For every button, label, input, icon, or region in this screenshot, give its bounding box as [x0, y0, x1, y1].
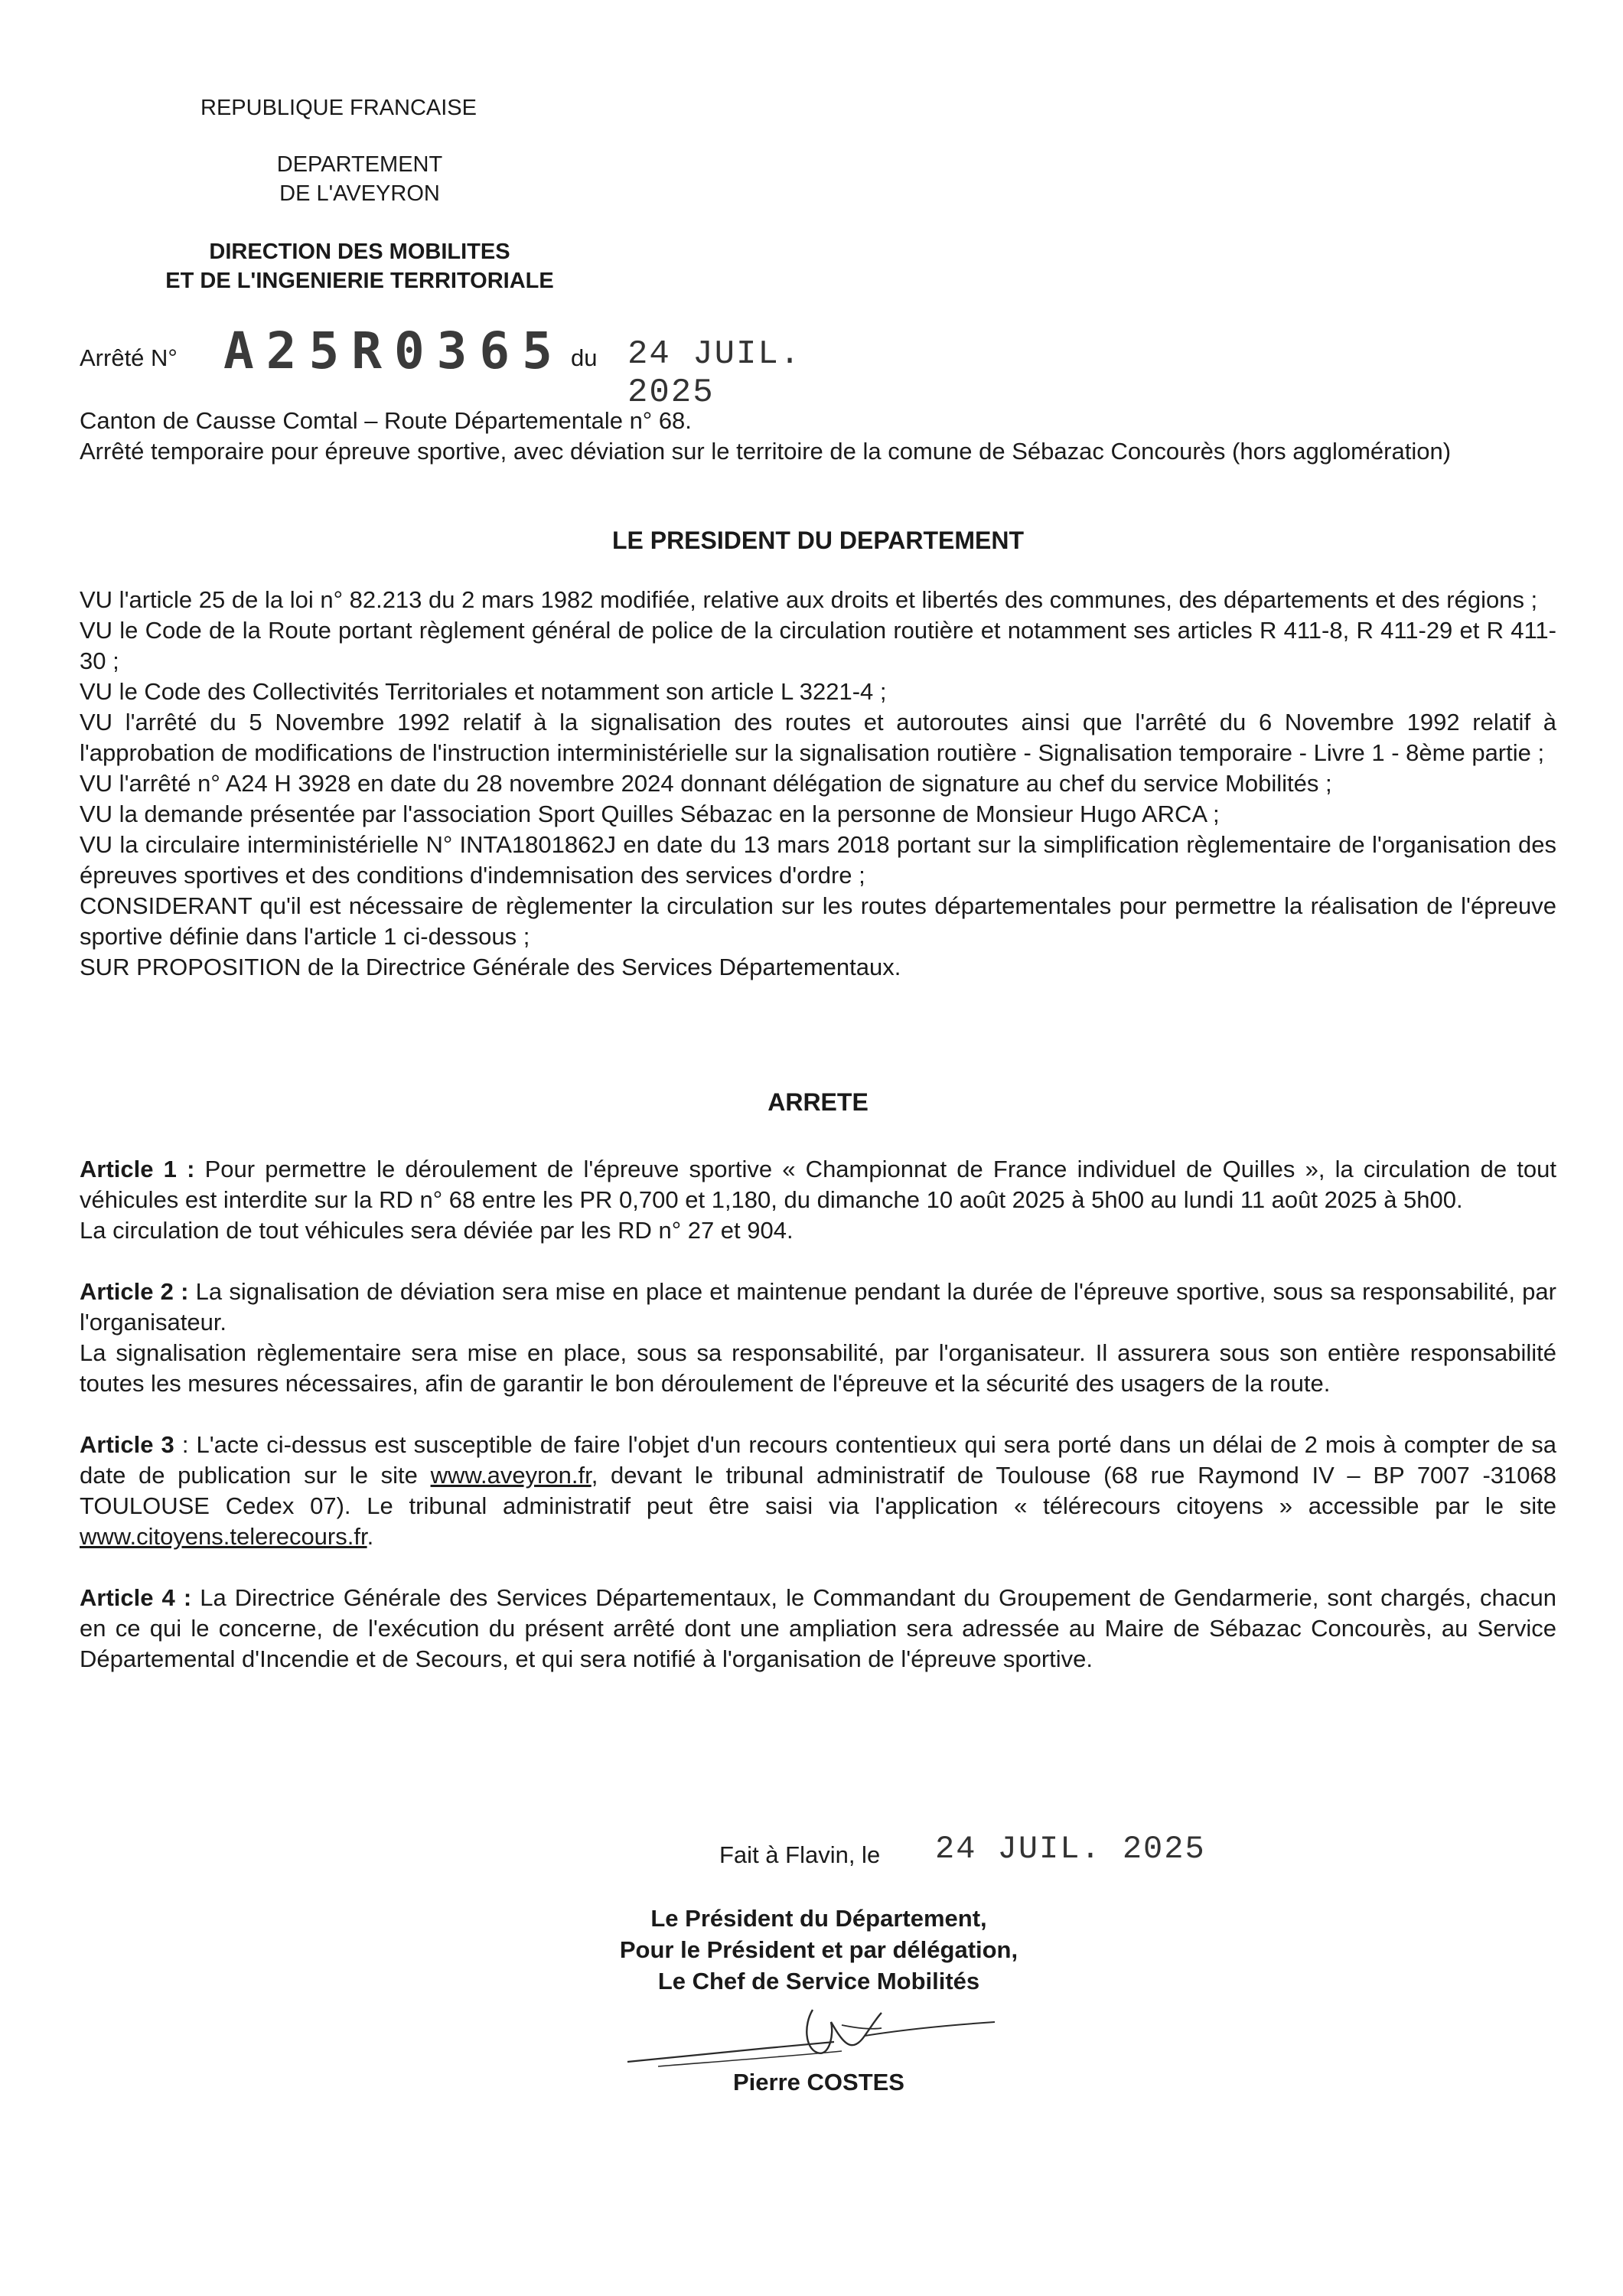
signatory-block — [551, 1903, 1087, 1997]
article-2-label: Article 2 : — [80, 1278, 189, 1305]
arrete-number-line — [80, 321, 845, 412]
department-line-2: DE L'AVEYRON — [279, 181, 440, 206]
article-2-text: La signalisation de déviation sera mise en place et maintenue pendant la durée de l'épreuve sportive, sous sa responsabilité, par l'organisateur. — [80, 1278, 1556, 1336]
arrete-title: ARRETE — [768, 1088, 869, 1116]
article-3-label: Article 3 — [80, 1431, 174, 1458]
fait-a-label: Fait à Flavin, le — [719, 1841, 881, 1868]
subject-line-1: Canton de Causse Comtal – Route Départementale n° 68. — [80, 407, 692, 434]
articles-section — [80, 1154, 1556, 1675]
article-2 — [80, 1277, 1556, 1399]
article-4 — [80, 1583, 1556, 1675]
consideration-item: SUR PROPOSITION de la Directrice Générale des Services Départementaux. — [80, 954, 901, 980]
consideration-item: VU la circulaire interministérielle N° INTA1801862J en date du 13 mars 2018 portant sur la simplification règlementaire de l'organisation des épreuves sportives et des conditions d'indemnisation des services d'ordre ; — [80, 831, 1556, 889]
direction-label — [115, 237, 605, 295]
consideration-item: CONSIDERANT qu'il est nécessaire de règlementer la circulation sur les routes départementales pour permettre la réalisation de l'épreuve sportive définie dans l'article 1 ci-dessous ; — [80, 892, 1556, 950]
arrete-du-label: du — [571, 344, 598, 371]
subject-line-2: Arrêté temporaire pour épreuve sportive, avec déviation sur le territoire de la comune de Sébazac Concourès (hors agglomération) — [80, 438, 1452, 465]
signatory-line-3: Le Chef de Service Mobilités — [657, 1968, 980, 1994]
article-3-text-b: , devant le tribunal administratif de Toulouse (68 rue Raymond IV – BP 7007 -31068 TOULOUSE Cedex 07). Le tribunal administratif peut être saisi via l'application « télérecours citoyens » accessible par le site — [80, 1462, 1556, 1519]
direction-line-1: DIRECTION DES MOBILITES — [209, 240, 510, 264]
signatory-name: Pierre COSTES — [733, 2069, 904, 2095]
arrete-label: Arrêté N° — [80, 344, 178, 371]
arrete-date-stamp: 24 JUIL. 2025 — [627, 335, 802, 412]
signatory-line-2: Pour le Président et par délégation, — [619, 1936, 1018, 1963]
signatory-line-1: Le Président du Département, — [650, 1905, 987, 1932]
aveyron-link[interactable]: www.aveyron.fr — [430, 1462, 592, 1489]
article-2-text-2: La signalisation règlementaire sera mise en place, sous sa responsabilité, par l'organisateur. Il assurera sous son entière responsabilité toutes les mesures nécessaires, afin de garantir le bon déroulement de l'épreuve et la sécurité des usagers de la route. — [80, 1339, 1556, 1397]
department-line-1: DEPARTEMENT — [276, 152, 443, 177]
department-label — [230, 150, 490, 208]
consideration-item: VU l'article 25 de la loi n° 82.213 du 2 mars 1982 modifiée, relative aux droits et libertés des communes, des départements et des régions ; — [80, 586, 1538, 613]
article-4-text: La Directrice Générale des Services Départementaux, le Commandant du Groupement de Gendarmerie, sont chargés, chacun en ce qui le concerne, de l'exécution du présent arrêté dont une ampliation sera adressée au Maire de Sébazac Concourès, au Service Départemental d'Incendie et de Secours, et qui sera notifié à l'organisation de l'épreuve sportive. — [80, 1584, 1556, 1672]
consideration-item: VU le Code de la Route portant règlement général de police de la circulation routière et notamment ses articles R 411-8, R 411-29 et R 411-30 ; — [80, 617, 1556, 674]
arrete-number-stamp: A25R0365 — [223, 321, 565, 380]
consideration-item: VU l'arrêté du 5 Novembre 1992 relatif à la signalisation des routes et autoroutes ainsi que l'arrêté du 6 Novembre 1992 relatif à l'approbation de modifications de l'instruction interministérielle sur la signalisation routière - Signalisation temporaire - Livre 1 - 8ème partie ; — [80, 709, 1556, 766]
consideration-item: VU la demande présentée par l'association Sport Quilles Sébazac en la personne de Monsieur Hugo ARCA ; — [80, 801, 1220, 827]
article-3 — [80, 1430, 1556, 1552]
article-1-label: Article 1 : — [80, 1156, 195, 1182]
article-1-text: Pour permettre le déroulement de l'épreuve sportive « Championnat de France individuel de Quilles », la circulation de tout véhicules est interdite sur la RD n° 68 entre les PR 0,700 et 1,180, du dimanche 10 août 2025 à 5h00 au lundi 11 août 2025 à 5h00. — [80, 1156, 1557, 1213]
republic-label: REPUBLIQUE FRANCAISE — [200, 96, 477, 120]
article-1 — [80, 1154, 1556, 1246]
president-title: LE PRESIDENT DU DEPARTEMENT — [611, 527, 1025, 554]
considerations-list — [80, 585, 1556, 983]
article-3-text-c: . — [367, 1523, 374, 1550]
consideration-item: VU le Code des Collectivités Territoriales et notamment son article L 3221-4 ; — [80, 678, 887, 705]
direction-line-2: ET DE L'INGENIERIE TERRITORIALE — [165, 269, 554, 293]
article-4-label: Article 4 : — [80, 1584, 192, 1611]
fait-a-line — [719, 1831, 1301, 1874]
article-1-text-2: La circulation de tout véhicules sera déviée par les RD n° 27 et 904. — [80, 1217, 794, 1244]
signature-date-stamp: 24 JUIL. 2025 — [935, 1831, 1206, 1867]
consideration-item: VU l'arrêté n° A24 H 3928 en date du 28 novembre 2024 donnant délégation de signature au chef du service Mobilités ; — [80, 770, 1332, 797]
subject-block — [80, 406, 1556, 467]
article-3-text-a: : L'acte ci-dessus est susceptible de faire l'objet d'un recours contentieux qui sera porté dans un délai de 2 mois à compter de sa date de publication sur le site — [80, 1431, 1556, 1489]
telerecours-link[interactable]: www.citoyens.telerecours.fr — [80, 1523, 367, 1550]
